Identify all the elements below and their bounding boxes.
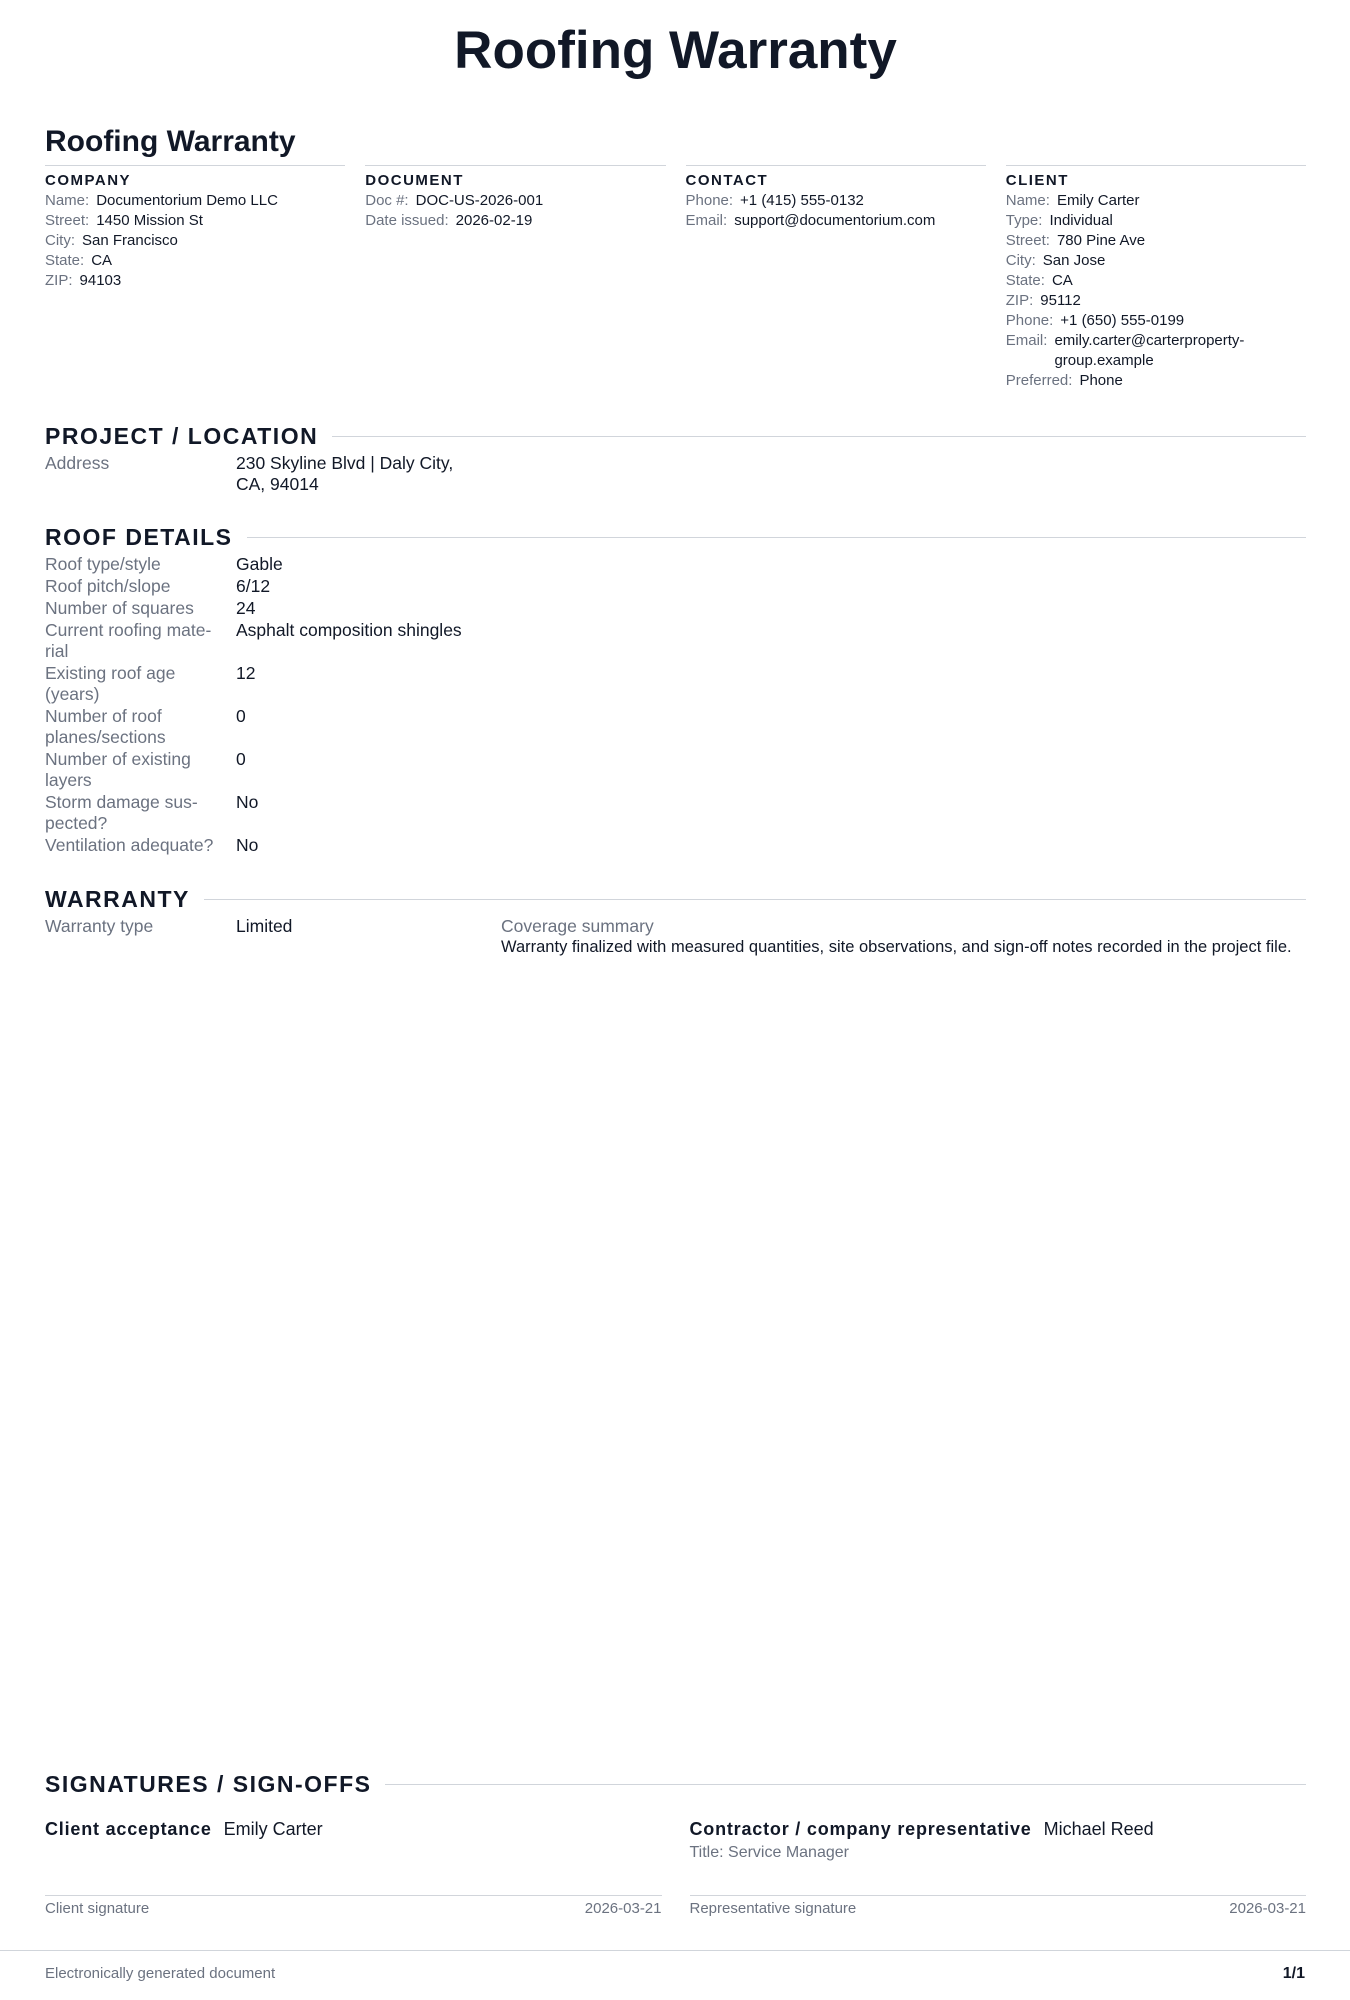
company-zip-row xyxy=(45,271,345,291)
warranty-type-label: Warranty type xyxy=(45,916,154,936)
client-name-row xyxy=(1006,191,1306,211)
company-city-row xyxy=(45,231,345,251)
client-acceptance-title xyxy=(45,1817,662,1841)
row-label: Current roofing mate-rial xyxy=(45,620,212,661)
field-label: City: xyxy=(45,232,75,249)
row-label: Roof type/style xyxy=(45,554,161,574)
row-value: Asphalt composition shingles xyxy=(236,620,462,640)
client-acceptance-name: Emily Carter xyxy=(223,1819,323,1839)
client-heading: CLIENT xyxy=(1005,172,1069,189)
field-label: Street: xyxy=(45,212,90,229)
field-value: 2026-02-19 xyxy=(455,212,533,229)
field-label: State: xyxy=(45,252,85,269)
field-value: San Jose xyxy=(1042,252,1106,269)
row-value: 12 xyxy=(236,663,256,683)
field-label: Preferred: xyxy=(1005,372,1073,389)
field-label: Type: xyxy=(1005,212,1043,229)
signatures-section xyxy=(45,1769,1306,1917)
contact-phone-row xyxy=(686,191,986,211)
warranty-heading: WARRANTY xyxy=(45,885,190,912)
field-value: Documentorium Demo LLC xyxy=(96,192,278,209)
field-value: +1 (650) 555-0199 xyxy=(1060,312,1185,329)
client-state-row xyxy=(1006,271,1306,291)
row-value: 24 xyxy=(236,598,256,618)
roof-age-row xyxy=(45,663,1306,705)
address-value: 230 Skyline Blvd | Daly City, CA, 94014 xyxy=(236,453,454,494)
document-block xyxy=(365,165,665,391)
client-block xyxy=(1006,165,1306,391)
client-preferred-row xyxy=(1006,371,1306,391)
date-issued-row xyxy=(365,211,665,231)
page-number: 1/1 xyxy=(1282,1965,1305,1982)
contractor-signature-block xyxy=(690,1817,1307,1917)
contact-heading: CONTACT xyxy=(685,172,769,189)
address-label: Address xyxy=(45,453,110,473)
field-value: Emily Carter xyxy=(1056,192,1140,209)
contractor-signature-label: Representative signature xyxy=(689,1900,857,1917)
row-value: 0 xyxy=(236,706,246,726)
roof-layers-row xyxy=(45,749,1306,791)
field-value: 95112 xyxy=(1040,292,1081,309)
client-signature-block xyxy=(45,1817,662,1917)
client-signature-spacer xyxy=(45,1843,662,1863)
roof-planes-row xyxy=(45,706,1306,748)
company-heading: COMPANY xyxy=(45,172,132,189)
field-value: Phone xyxy=(1079,372,1123,389)
coverage-summary xyxy=(501,916,1306,958)
client-acceptance-label: Client acceptance xyxy=(45,1819,212,1839)
field-label: Name: xyxy=(45,192,90,209)
field-value: CA xyxy=(1051,272,1073,289)
contact-email-row xyxy=(686,211,986,231)
contractor-label: Contractor / company representative xyxy=(689,1819,1032,1839)
row-label: Number of squares xyxy=(45,598,194,618)
roof-storm-row xyxy=(45,792,1306,834)
field-value: 94103 xyxy=(79,272,122,289)
row-label: Roof pitch/slope xyxy=(45,576,171,596)
row-value: 6/12 xyxy=(236,576,271,596)
field-value: San Francisco xyxy=(82,232,178,249)
field-label: Phone: xyxy=(1005,312,1054,329)
project-heading: PROJECT / LOCATION xyxy=(45,422,319,449)
roof-material-row xyxy=(45,620,1306,662)
divider xyxy=(332,436,1306,437)
company-state-row xyxy=(45,251,345,271)
divider xyxy=(247,537,1306,538)
roof-heading: ROOF DETAILS xyxy=(45,523,233,550)
roof-pitch-row xyxy=(45,576,1306,597)
coverage-label: Coverage summary xyxy=(501,916,654,936)
field-label: State: xyxy=(1005,272,1045,289)
doc-number-row xyxy=(365,191,665,211)
row-label: Number of roof planes/sections xyxy=(45,706,166,747)
divider xyxy=(385,1784,1306,1785)
roof-type-row xyxy=(45,554,1306,575)
field-value: 1450 Mission St xyxy=(96,212,203,229)
contractor-signature-date: 2026-03-21 xyxy=(1229,1900,1306,1917)
client-street-row xyxy=(1006,231,1306,251)
warranty-type-value: Limited xyxy=(236,916,293,936)
roof-squares-row xyxy=(45,598,1306,619)
roof-ventilation-row xyxy=(45,835,1306,856)
field-label: Street: xyxy=(1005,232,1050,249)
row-label: Existing roof age (years) xyxy=(45,663,176,704)
field-label: Email: xyxy=(1005,332,1048,349)
document-title: Roofing Warranty xyxy=(454,21,897,80)
project-address-row xyxy=(45,453,1306,495)
field-label: Date issued: xyxy=(365,212,449,229)
contractor-name: Michael Reed xyxy=(1043,1819,1154,1839)
warranty-section-heading xyxy=(45,884,1306,914)
row-label: Number of existing layers xyxy=(45,749,191,790)
footer-note: Electronically generated document xyxy=(45,1965,276,1982)
contractor-signature-line[interactable] xyxy=(690,1895,1307,1917)
signature-columns xyxy=(45,1817,1306,1917)
field-label: ZIP: xyxy=(1005,292,1034,309)
info-grid xyxy=(45,165,1306,391)
field-label: Phone: xyxy=(685,192,734,209)
contact-block xyxy=(686,165,986,391)
field-value: +1 (415) 555-0132 xyxy=(740,192,864,209)
document-subtitle: Roofing Warranty xyxy=(45,125,296,158)
client-type-row xyxy=(1006,211,1306,231)
client-signature-line[interactable] xyxy=(45,1895,662,1917)
client-email-row xyxy=(1006,331,1306,371)
field-value: support@documentorium.com xyxy=(734,212,936,229)
contractor-job-title: Title: Service Manager xyxy=(689,1844,849,1861)
field-value: Individual xyxy=(1049,212,1113,229)
contractor-title xyxy=(690,1817,1307,1841)
field-label: Name: xyxy=(1005,192,1050,209)
document-page xyxy=(45,0,1306,958)
client-phone-row xyxy=(1006,311,1306,331)
row-value: No xyxy=(236,792,259,812)
row-value: Gable xyxy=(236,554,283,574)
company-name-row xyxy=(45,191,345,211)
coverage-text: Warranty finalized with measured quantities, site observations, and sign-off notes recorded in the project file. xyxy=(501,938,1292,956)
field-value: emily.carter@carterproperty-group.example xyxy=(1054,332,1245,369)
document-heading: DOCUMENT xyxy=(365,172,464,189)
row-value: No xyxy=(236,835,259,855)
row-label: Ventilation adequate? xyxy=(45,835,214,855)
roof-details-list xyxy=(45,554,1306,856)
footer-content xyxy=(45,1965,1305,1983)
client-city-row xyxy=(1006,251,1306,271)
signatures-section-heading xyxy=(45,1769,1306,1799)
project-section-heading xyxy=(45,421,1306,451)
client-signature-label: Client signature xyxy=(45,1900,150,1917)
warranty-row xyxy=(45,916,1306,958)
field-value: 780 Pine Ave xyxy=(1056,232,1146,249)
signatures-heading: SIGNATURES / SIGN-OFFS xyxy=(45,1770,372,1797)
row-label: Storm damage sus-pected? xyxy=(45,792,198,833)
field-label: Email: xyxy=(685,212,728,229)
field-label: Doc #: xyxy=(365,192,409,209)
roof-section-heading xyxy=(45,522,1306,552)
divider xyxy=(204,899,1306,900)
company-street-row xyxy=(45,211,345,231)
field-label: City: xyxy=(1005,252,1036,269)
field-value: CA xyxy=(91,252,113,269)
client-signature-date: 2026-03-21 xyxy=(584,1900,662,1917)
field-value: DOC-US-2026-001 xyxy=(415,192,544,209)
page-footer xyxy=(0,1950,1350,1983)
client-zip-row xyxy=(1006,291,1306,311)
row-value: 0 xyxy=(236,749,246,769)
company-block xyxy=(45,165,345,391)
field-label: ZIP: xyxy=(45,272,73,289)
